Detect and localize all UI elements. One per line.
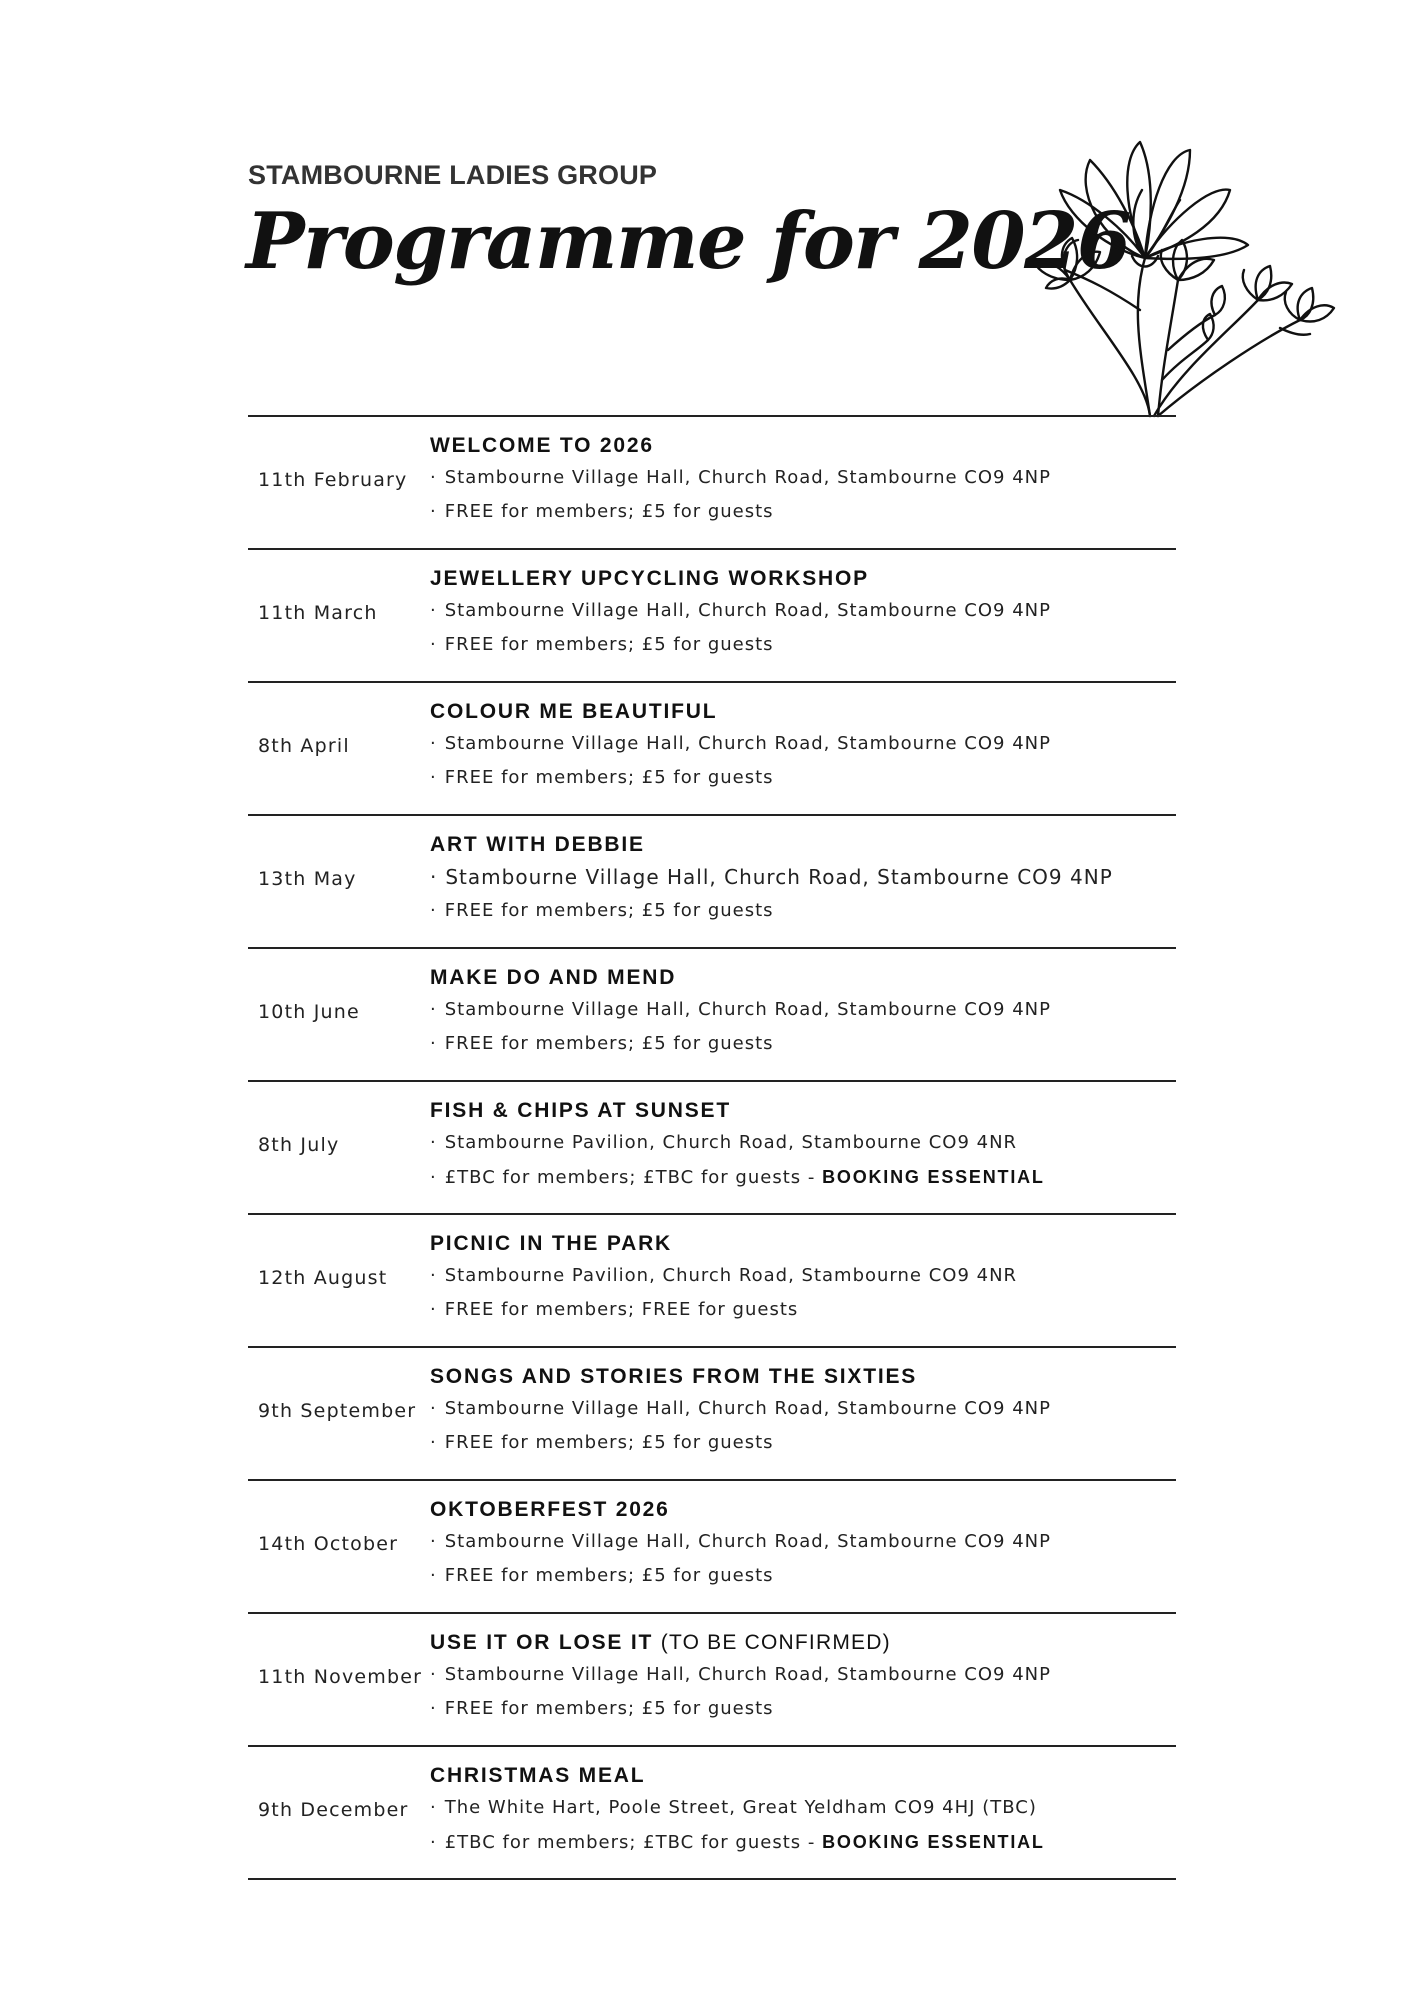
event-title-text: CHRISTMAS MEAL xyxy=(430,1764,646,1787)
event-details xyxy=(430,1495,1051,1593)
event-title xyxy=(430,830,1113,860)
event-title-text: COLOUR ME BEAUTIFUL xyxy=(430,700,718,723)
event-details xyxy=(430,1229,1017,1327)
event-details xyxy=(430,830,1113,928)
event-title-text: SONGS AND STORIES FROM THE SIXTIES xyxy=(430,1365,918,1388)
event-price-text: FREE for members; £5 for guests xyxy=(444,900,774,921)
event-row xyxy=(248,1215,1176,1348)
event-row xyxy=(248,1614,1176,1747)
bullet: · xyxy=(430,600,437,621)
event-price-text: FREE for members; £5 for guests xyxy=(444,501,774,522)
bullet: · xyxy=(430,767,437,788)
bullet: · xyxy=(430,733,437,754)
event-row xyxy=(248,683,1176,816)
event-title xyxy=(430,1096,1045,1126)
event-venue-text: Stambourne Village Hall, Church Road, Stambourne CO9 4NP xyxy=(444,1531,1051,1552)
event-details xyxy=(430,564,1051,662)
bullet: · xyxy=(430,1531,437,1552)
bullet: · xyxy=(430,999,437,1020)
booking-essential: BOOKING ESSENTIAL xyxy=(822,1832,1045,1852)
event-venue-text: Stambourne Village Hall, Church Road, Stambourne CO9 4NP xyxy=(444,600,1051,621)
event-date: 14th October xyxy=(258,1533,399,1555)
event-venue-text: Stambourne Village Hall, Church Road, Stambourne CO9 4NP xyxy=(444,467,1051,488)
event-title-text: OKTOBERFEST 2026 xyxy=(430,1498,670,1521)
bullet: · xyxy=(430,1132,437,1153)
event-venue xyxy=(430,727,1051,761)
event-price-text: FREE for members; £5 for guests xyxy=(444,1432,774,1453)
event-price xyxy=(430,1559,1051,1593)
event-venue-text: Stambourne Pavilion, Church Road, Stambourne CO9 4NR xyxy=(444,1132,1018,1153)
bullet: · xyxy=(430,1299,437,1320)
event-row xyxy=(248,550,1176,683)
bullet: · xyxy=(430,501,437,522)
event-venue xyxy=(430,1392,1051,1426)
event-price xyxy=(430,495,1051,529)
event-price xyxy=(430,1426,1051,1460)
event-venue xyxy=(430,1658,1051,1692)
event-row xyxy=(248,1082,1176,1215)
event-date: 13th May xyxy=(258,868,357,890)
event-venue-text: Stambourne Village Hall, Church Road, Stambourne CO9 4NP xyxy=(444,999,1051,1020)
bullet: · xyxy=(430,1265,437,1286)
event-details xyxy=(430,1761,1045,1860)
bullet: · xyxy=(430,467,437,488)
event-venue xyxy=(430,461,1051,495)
event-title xyxy=(430,564,1051,594)
event-date: 10th June xyxy=(258,1001,360,1023)
event-price xyxy=(430,1160,1045,1195)
event-title xyxy=(430,1628,1051,1658)
event-title-text: PICNIC IN THE PARK xyxy=(430,1232,673,1255)
event-title xyxy=(430,1362,1051,1392)
event-price xyxy=(430,1027,1051,1061)
bullet: · xyxy=(430,900,437,921)
bullet: · xyxy=(430,1832,437,1853)
bullet: · xyxy=(430,1698,437,1719)
event-title xyxy=(430,431,1051,461)
bullet: · xyxy=(430,1664,437,1685)
bullet: · xyxy=(430,1797,437,1818)
event-title-text: USE IT OR LOSE IT xyxy=(430,1631,654,1654)
event-title-text: ART WITH DEBBIE xyxy=(430,833,645,856)
event-row xyxy=(248,816,1176,949)
event-row xyxy=(248,949,1176,1082)
bullet: · xyxy=(430,1398,437,1419)
event-venue-text: Stambourne Village Hall, Church Road, Stambourne CO9 4NP xyxy=(444,1398,1051,1419)
event-date: 11th March xyxy=(258,602,378,624)
event-price-text: FREE for members; £5 for guests xyxy=(444,634,774,655)
event-price-text: FREE for members; FREE for guests xyxy=(444,1299,799,1320)
event-date: 8th April xyxy=(258,735,350,757)
event-price-text: £TBC for members; £TBC for guests - xyxy=(444,1832,816,1853)
event-title-note: (TO BE CONFIRMED) xyxy=(660,1631,891,1654)
event-details xyxy=(430,1628,1051,1726)
event-title-text: JEWELLERY UPCYCLING WORKSHOP xyxy=(430,567,869,590)
event-venue-text: Stambourne Village Hall, Church Road, Stambourne CO9 4NP xyxy=(445,865,1113,889)
event-price-text: FREE for members; £5 for guests xyxy=(444,1698,774,1719)
event-price-text: FREE for members; £5 for guests xyxy=(444,1033,774,1054)
event-venue xyxy=(430,993,1051,1027)
event-price xyxy=(430,761,1051,795)
programme-table xyxy=(248,415,1176,1880)
event-venue-text: Stambourne Pavilion, Church Road, Stambourne CO9 4NR xyxy=(444,1265,1018,1286)
page-title: Programme for 2026 xyxy=(246,196,1130,287)
event-venue xyxy=(430,1525,1051,1559)
bullet: · xyxy=(430,1033,437,1054)
event-title xyxy=(430,697,1051,727)
event-row xyxy=(248,1481,1176,1614)
event-venue-text: Stambourne Village Hall, Church Road, Stambourne CO9 4NP xyxy=(444,733,1051,754)
bullet: · xyxy=(430,1432,437,1453)
event-price-text: FREE for members; £5 for guests xyxy=(444,767,774,788)
event-venue xyxy=(430,1259,1017,1293)
bullet: · xyxy=(430,634,437,655)
event-price-text: £TBC for members; £TBC for guests - xyxy=(444,1167,816,1188)
event-date: 9th September xyxy=(258,1400,417,1422)
event-row xyxy=(248,417,1176,550)
event-title-text: MAKE DO AND MEND xyxy=(430,966,677,989)
booking-essential: BOOKING ESSENTIAL xyxy=(822,1167,1045,1187)
event-details xyxy=(430,963,1051,1061)
event-venue xyxy=(430,1791,1045,1825)
bullet: · xyxy=(430,865,438,889)
event-date: 11th November xyxy=(258,1666,423,1688)
event-row xyxy=(248,1747,1176,1880)
organisation-name: STAMBOURNE LADIES GROUP xyxy=(248,160,658,190)
event-title xyxy=(430,963,1051,993)
event-row xyxy=(248,1348,1176,1481)
event-date: 11th February xyxy=(258,469,408,491)
event-venue xyxy=(430,1126,1045,1160)
event-details xyxy=(430,431,1051,529)
event-title-text: WELCOME TO 2026 xyxy=(430,434,654,457)
event-venue-text: The White Hart, Poole Street, Great Yeldham CO9 4HJ (TBC) xyxy=(444,1797,1037,1818)
event-price xyxy=(430,1825,1045,1860)
event-details xyxy=(430,697,1051,795)
event-venue-text: Stambourne Village Hall, Church Road, Stambourne CO9 4NP xyxy=(444,1664,1051,1685)
event-details xyxy=(430,1096,1045,1195)
event-date: 12th August xyxy=(258,1267,388,1289)
event-price-text: FREE for members; £5 for guests xyxy=(444,1565,774,1586)
bullet: · xyxy=(430,1565,437,1586)
event-title xyxy=(430,1229,1017,1259)
event-price xyxy=(430,894,1113,928)
event-price xyxy=(430,1293,1017,1327)
event-price xyxy=(430,1692,1051,1726)
bullet: · xyxy=(430,1167,437,1188)
event-details xyxy=(430,1362,1051,1460)
flower-illustration xyxy=(1030,130,1340,420)
event-title-text: FISH & CHIPS AT SUNSET xyxy=(430,1099,731,1122)
event-date: 8th July xyxy=(258,1134,340,1156)
event-venue xyxy=(430,594,1051,628)
event-venue xyxy=(430,860,1113,894)
event-price xyxy=(430,628,1051,662)
event-title xyxy=(430,1761,1045,1791)
event-title xyxy=(430,1495,1051,1525)
event-date: 9th December xyxy=(258,1799,409,1821)
